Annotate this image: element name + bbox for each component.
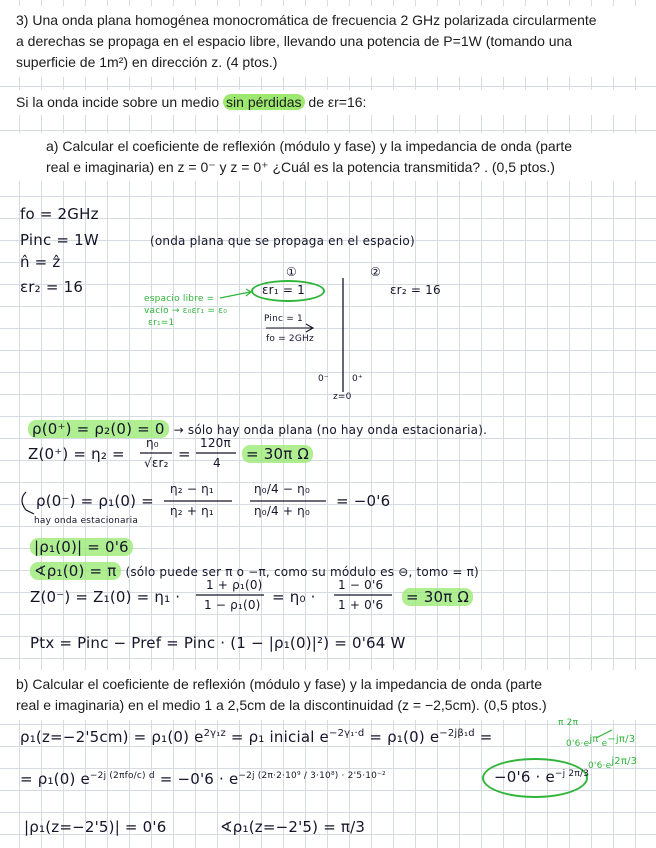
rho-magnitude: |ρ₁(0)| = 0'6 <box>30 538 133 556</box>
b-side-2-sup: −jπ/3 <box>607 734 636 745</box>
diagram-free-space-2: vacío → ε₀εr₁ = ε₀ <box>144 306 228 316</box>
condition-pre: Si la onda incide sobre un medio <box>16 94 220 110</box>
b-side-3-base: 0'6·e <box>588 761 612 771</box>
diagram-zero-minus: 0⁻ <box>318 374 329 384</box>
b-eq1-sup2: −2γ₁·d <box>328 728 365 739</box>
note-n: n̂ = ẑ <box>20 253 61 271</box>
b-side-top: π 2π <box>558 718 579 728</box>
diagram-zero-plus: 0⁺ <box>352 374 363 384</box>
part-b-magnitude: |ρ₁(z=−2'5)| = 0'6 <box>24 818 167 836</box>
b-eq1-a: ρ₁(z=−2'5cm) = ρ₁(0) e <box>20 728 204 746</box>
rho-zero-plus-comment: → sólo hay onda plana (no hay onda estacionaria). <box>173 423 488 437</box>
z-zero-minus-result: = 30π Ω <box>402 588 473 606</box>
intro-line-1: 3) Una onda plana homogénea monocromática de frecuencia 2 GHz polarizada circularmente <box>16 12 597 28</box>
note-pinc-comment: (onda plana que se propaga en el espacio) <box>150 234 415 248</box>
standing-wave-note: hay onda estacionaria <box>34 516 139 526</box>
bracket-mark <box>22 492 34 514</box>
z-minus-frac2-num: 1 − 0'6 <box>338 578 384 592</box>
diagram-z0: z=0 <box>333 392 352 402</box>
note-pinc: Pinc = 1W <box>20 231 99 249</box>
rho-zero-plus-result: ρ(0⁺) = ρ₂(0) = 0 <box>28 420 169 438</box>
rho-minus-frac2-num: η₀/4 − η₀ <box>254 482 310 496</box>
rho-minus-frac1-num: η₂ − η₁ <box>170 482 214 496</box>
z-plus-frac1-num: η₀ <box>146 436 159 450</box>
rho-zero-minus-lhs: ρ(0⁻) = ρ₁(0) = <box>36 492 154 510</box>
part-b-line-1-eq <box>20 728 493 746</box>
diagram-medium-1-number: ① <box>286 265 297 279</box>
b-eq2-sup1: −2j (2πfo/c) d <box>89 771 155 781</box>
rho-minus-frac2-den: η₀/4 + η₀ <box>254 504 310 518</box>
rho-magnitude-wrap <box>30 538 133 556</box>
z-minus-frac1-den: 1 − ρ₁(0) <box>204 598 261 612</box>
b-eq2-sup2: −2j (2π·2·10⁹ / 3·10⁸) · 2'5·10⁻² <box>238 771 386 781</box>
part-b-line-2-eq <box>20 770 386 788</box>
diagram-er1: εr₁ = 1 <box>262 283 305 297</box>
z-minus-mid: = η₀ · <box>272 588 316 606</box>
note-fo: fo = 2GHz <box>20 205 99 223</box>
z-plus-frac1-den: √εr₂ <box>144 456 169 470</box>
intro-line-2: a derechas se propaga en el espacio libre, llevando una potencia de P=1W (tomando una <box>16 33 573 49</box>
condition-post: de εr=16: <box>308 94 367 110</box>
part-a-line-2: real e imaginaria) en z = 0⁻ y z = 0⁺ ¿Cuál es la potencia transmitida? . (0,5 ptos.) <box>46 159 555 175</box>
z-zero-plus-result-wrap <box>242 445 313 463</box>
note-arrow <box>220 292 250 298</box>
rho-zero-plus-line <box>28 420 487 438</box>
condition-highlight: sin pérdidas <box>223 94 305 110</box>
b-side-3 <box>588 756 637 771</box>
intro-line-3: superficie de 1m²) en dirección z. (4 ptos.) <box>16 54 278 70</box>
z-plus-frac2-num: 120π <box>200 436 231 450</box>
b-result-sup: −j 2π/3 <box>554 769 590 779</box>
note-er2: εr₂ = 16 <box>20 278 84 296</box>
diagram-er2: εr₂ = 16 <box>390 283 441 297</box>
b-side-1 <box>566 734 635 749</box>
b-result-base: −0'6 · e <box>494 768 555 786</box>
z-zero-plus-lhs: Z(0⁺) = η₂ = <box>28 445 125 463</box>
b-eq1-d: = <box>479 728 493 746</box>
rho-phase: ∢ρ₁(0) = π <box>30 562 121 580</box>
z-zero-minus-lhs: Z(0⁻) = Z₁(0) = η₁ · <box>30 588 181 606</box>
rho-zero-minus-result: = −0'6 <box>336 492 391 510</box>
part-b-result <box>494 768 589 786</box>
b-eq2-a: = ρ₁(0) e <box>20 770 90 788</box>
part-b-line-1: b) Calcular el coeficiente de reflexión (módulo y fase) y la impedancia de onda (parte <box>16 676 543 692</box>
rho-phase-comment: (sólo puede ser π o −π, como su módulo es ⊖, tomo = π) <box>125 565 479 579</box>
b-eq2-b: = −0'6 · e <box>159 770 239 788</box>
b-side-1-base: 0'6·e <box>566 739 590 749</box>
b-side-2-base: e <box>601 739 608 749</box>
z-zero-minus-result-wrap <box>402 588 473 606</box>
b-eq1-sup1: 2γ₁z <box>203 728 226 739</box>
rho-minus-frac1-den: η₂ + η₁ <box>170 504 214 518</box>
z-minus-frac2-den: 1 + 0'6 <box>338 598 384 612</box>
b-side-3-sup: j2π/3 <box>611 756 638 767</box>
diagram-pinc: Pinc = 1 <box>264 314 303 324</box>
diagram-free-space-1: espacio libre = <box>144 294 215 304</box>
b-eq1-sup3: −2jβ₁d <box>439 728 475 739</box>
z-plus-equals: = <box>178 445 191 463</box>
part-a-line-1: a) Calcular el coeficiente de reflexión (módulo y fase) y la impedancia de onda (parte <box>46 138 573 154</box>
diagram-fo: fo = 2GHz <box>266 334 314 344</box>
diagram-free-space-3: εr₁=1 <box>148 318 175 328</box>
diagram-medium-2-number: ② <box>370 265 381 279</box>
z-plus-frac2-den: 4 <box>213 456 221 470</box>
part-b-line-2: real e imaginaria) en el medio 1 a 2,5cm de la discontinuidad (z = −2,5cm). (0,5 ptos.) <box>16 697 547 713</box>
b-side-1-sup: jπ <box>589 734 599 745</box>
z-minus-frac1-num: 1 + ρ₁(0) <box>206 578 263 592</box>
z-zero-plus-result: = 30π Ω <box>242 445 313 463</box>
b-eq1-b: = ρ₁ inicial e <box>230 728 329 746</box>
b-eq1-c: = ρ₁(0) e <box>369 728 440 746</box>
power-transmitted: Ptx = Pinc − Pref = Pinc · (1 − |ρ₁(0)|²) = 0'64 W <box>30 634 406 652</box>
part-b-phase: ∢ρ₁(z=−2'5) = π/3 <box>220 818 366 836</box>
